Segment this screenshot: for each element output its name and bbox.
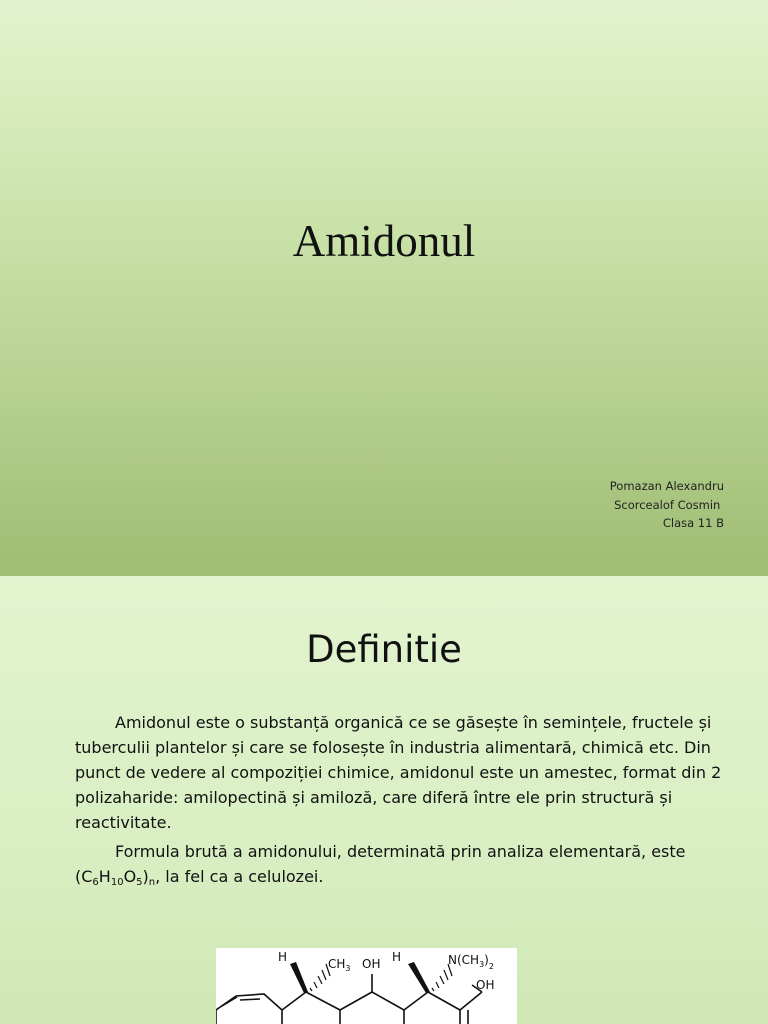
class-label: Clasa 11 B [662,516,724,530]
wedge-bond-2 [408,962,430,993]
atom-label-h1: H [278,950,288,964]
paragraph-formula: Formula brută a amidonului, determinată prin analiza elementară, este $(C_6H_{10}O_5)_n$, la fel ca a celulozei. [75,842,686,888]
atom-label-h2: H [392,950,402,964]
structure-drawing [216,948,517,1024]
atom-label-oh2: OH [476,978,495,992]
paragraph-definition: Amidonul este o substanță organică ce se găsește în semințele, fructele și tuberculii plantelor și care se folosește în industria alimentară, chimică etc. Din punct de vedere al compoziției chimice, amidonul este un amestec, format din 2 polizaharide: amilopectină și amiloză, care diferă între ele prin structură și reactivitate. [75,713,722,832]
chemical-structure-image [216,948,517,1024]
author-name-2: Scorcealof Cosmin [614,497,724,512]
definition-text [75,710,735,893]
wedge-bond-1 [290,962,308,993]
atom-label-ch3: $CH_3$ [328,957,351,973]
slide-title: Amidonul [292,216,476,266]
slide-title: Definitie [306,628,462,671]
definition-slide [0,576,768,1024]
author-block [610,477,724,533]
atom-label-nch3: $N(CH_3)_2$ [448,953,494,971]
atom-label-oh1: OH [362,957,381,971]
author-name-1: Pomazan Alexandru [609,479,724,493]
